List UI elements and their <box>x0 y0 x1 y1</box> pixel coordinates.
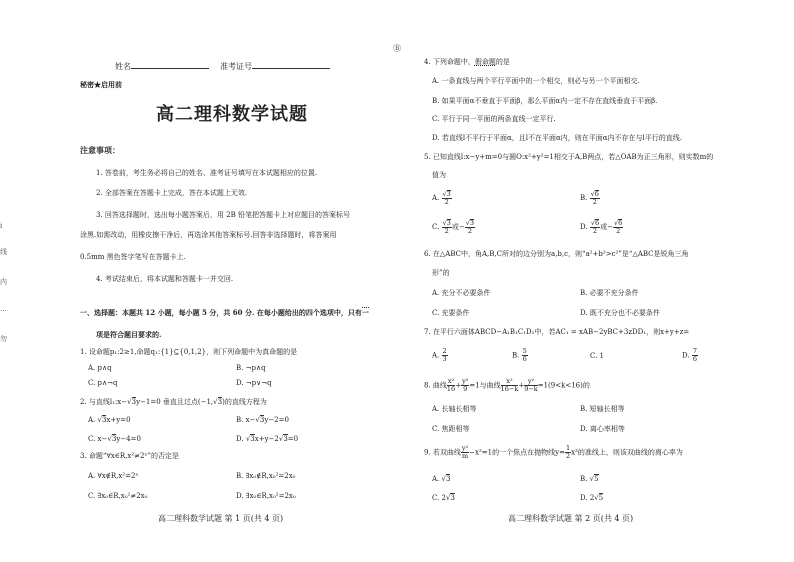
q1-option-d: D. ¬p∨¬q <box>236 379 272 387</box>
q4-option-d: D. 若直线l不平行于平面α，且l不在平面α内，则在平面α内不存在与l平行的直线. <box>432 134 682 142</box>
id-label: 准考证号 <box>220 62 252 71</box>
q2-option-c: C. x−√3y−4=0 <box>88 435 141 443</box>
paper-type-mark: Ⓑ <box>393 44 401 53</box>
q3-option-d: D. ∃x₀∈R,x₀²=2x₀ <box>236 492 296 500</box>
q5-option-c: C. $\frac{√3}{2}$ 或− $\frac{√3}{2}$ <box>432 219 475 235</box>
q2-option-a: A. √3x+y=0 <box>88 416 131 424</box>
page-footer: 高二理科数学试题 第 2 页(共 4 页) <box>508 514 634 523</box>
q1-option-b: B. ¬p∧q <box>236 364 266 372</box>
q8-option-c: C. 焦距相等 <box>432 425 470 433</box>
question-5-stem-cont: 值为 <box>432 171 446 179</box>
q3-option-c: C. ∃x₀∈R,x₀²≠2x₀ <box>88 492 148 500</box>
notice-item: 1. 答卷前，考生务必将自己的姓名、准考证号填写在本试题相应的位置. <box>96 169 318 177</box>
section-heading: 一、选择题：本题共 12 小题，每小题 5 分，共 60 分. 在每小题给出的四个选项中，只有一 <box>80 308 369 317</box>
q3-option-a: A. ∀x∉R,x²=2ˣ <box>88 472 139 480</box>
q9-option-d: D. 2√5 <box>580 494 604 502</box>
q9-option-a: A. √3 <box>432 475 451 483</box>
question-4-stem: 4. 下列命题中，假命题的是 <box>424 58 510 66</box>
q9-option-c: C. 2√3 <box>432 494 455 502</box>
question-3-stem: 3. 命题“∀x∈R,x²≠2ˣ”的否定是 <box>80 452 179 460</box>
q7-option-d: D. $\frac{7}{6}$ <box>682 347 697 363</box>
section-heading-cont: 项是符合题目要求的. <box>96 330 162 339</box>
q7-option-c: C. 1 <box>590 352 605 360</box>
question-7-stem: 7. 在平行六面体ABCD−A₁B₁C₁D₁中，若AC₁ = xAB−2yBC+3zDD₁，则x+y+z= <box>424 328 690 336</box>
question-6-stem-cont: 形”的 <box>432 269 450 277</box>
q5-option-a: A. $\frac{√3}{2}$ <box>432 190 451 206</box>
q8-option-d: D. 离心率相等 <box>580 425 625 433</box>
question-8-stem: 8. 曲线 $\frac{\text{x²}}{16}$ + $\frac{\text{y²}}{9}$ =1与曲线 $\frac{\text{x²}}{16-k}$ + $\frac{\text{y²}}{9-k}$ =1(9<k<16)的 <box>424 377 590 393</box>
q2-option-b: B. x−√3y−2=0 <box>236 416 289 424</box>
question-5-stem: 5. 已知直线l:x−y+m=0与圆O:x²+y²=1相交于A,B两点，若△OAB为正三角形，则实数m的 <box>424 153 714 161</box>
q6-option-d: D. 既不充分也不必要条件 <box>580 309 660 317</box>
q9-option-b: B. √5 <box>580 475 599 483</box>
margin-mark: i <box>0 222 3 230</box>
name-label: 姓名 <box>115 62 131 71</box>
notice-item: 2. 全部答案在答题卡上完成，答在本试题上无效. <box>96 189 248 197</box>
q8-option-b: B. 短轴长相等 <box>580 405 625 413</box>
margin-mark: 内 <box>0 278 7 286</box>
q5-option-b: B. $\frac{√6}{2}$ <box>580 190 599 206</box>
q4-option-a: A. 一条直线与两个平行平面中的一个相交，则必与另一个平面相交. <box>432 77 640 85</box>
q1-option-c: C. p∧¬q <box>88 379 118 387</box>
page-footer: 高二理科数学试题 第 1 页(共 4 页) <box>158 514 284 523</box>
q1-option-a: A. p∧q <box>88 364 112 372</box>
margin-mark: … <box>0 305 7 313</box>
notice-item: 4. 考试结束后，将本试题和答题卡一并交回. <box>96 275 234 283</box>
q7-option-b: B. $\frac{5}{6}$ <box>512 347 527 363</box>
q4-option-b: B. 如果平面α不垂直于平面β，那么平面α内一定不存在直线垂直于平面β. <box>432 97 658 105</box>
name-field <box>115 60 209 72</box>
question-2-stem: 2. 与直线l₁:x−√3y−1=0 垂直且过点(−1,√3)的直线方程为 <box>80 398 267 406</box>
question-6-stem: 6. 在△ABC中，角A,B,C所对的边分别为a,b,c，则“a²+b²>c²”是“△ABC是锐角三角 <box>424 250 689 258</box>
q3-option-b: B. ∃x₀∉R,x₀²=2x₀ <box>236 472 296 480</box>
q6-option-a: A. 充分不必要条件 <box>432 289 491 297</box>
id-field <box>220 60 330 72</box>
question-1-stem: 1. 设命题p₁:2≥1,命题q₁:{1}⊆{0,1,2}，则下列命题中为真命题的是 <box>80 348 298 356</box>
margin-mark: 勿 <box>0 335 7 343</box>
q6-option-c: C. 充要条件 <box>432 309 470 317</box>
confidential-mark: 秘密★启用前 <box>80 80 122 89</box>
q7-option-a: A. $\frac{2}{3}$ <box>432 347 447 363</box>
notice-item: 涂黑.如需改动，用橡皮擦干净后，再选涂其他答案标号.回答非选择题时，将答案用 <box>80 231 337 239</box>
exam-title: 高二理科数学试题 <box>156 104 308 125</box>
q2-option-d: D. √3x+y−2√3=0 <box>236 435 299 443</box>
q5-option-d: D. $\frac{√6}{2}$ 或− $\frac{√6}{2}$ <box>580 219 623 235</box>
q6-option-b: B. 必要不充分条件 <box>580 289 639 297</box>
q4-option-c: C. 平行于同一平面的两条直线一定平行. <box>432 115 556 123</box>
margin-mark: 线 <box>0 248 7 256</box>
question-9-stem: 9. 若双曲线 $\frac{\text{y²}}{m}$ −x²=1的一个焦点在抛物线y= $\frac{1}{2}$ x²的准线上，则该双曲线的离心率为 <box>424 444 683 460</box>
q8-option-a: A. 长轴长相等 <box>432 405 477 413</box>
notice-heading: 注意事项： <box>80 145 120 155</box>
notice-item: 3. 回答选择题时，选出每小题答案后，用 2B 铅笔把答题卡上对应题目的答案标号 <box>96 211 350 219</box>
notice-item: 0.5mm 黑色签字笔写在答题卡上. <box>80 253 186 261</box>
